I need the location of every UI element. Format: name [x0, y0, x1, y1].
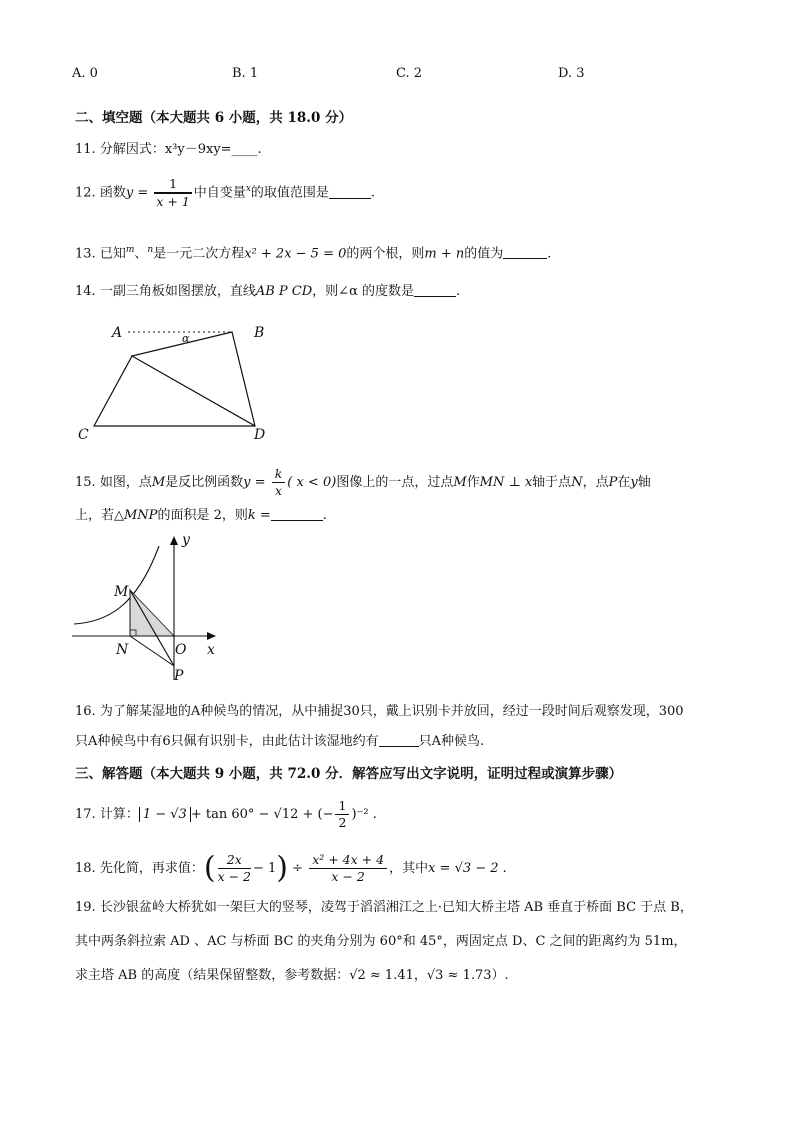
question-text: 轴于点: [532, 475, 572, 490]
label-p: P: [174, 668, 184, 684]
question-text: 计算：: [99, 807, 139, 822]
answer-blank: [503, 244, 547, 259]
question-text: 分解因式：x³y－9xy=____.: [99, 142, 262, 157]
question-16: [75, 702, 684, 722]
answer-blank: [414, 282, 456, 297]
fraction-denominator: x − 2: [217, 869, 251, 884]
y-arrow-icon: [170, 536, 178, 545]
option-d: D. 3: [558, 66, 585, 81]
end-mark: .: [547, 246, 552, 262]
fraction-numerator: x² + 4x + 4: [309, 852, 387, 869]
answer-blank: [379, 732, 419, 747]
question-text: 在: [617, 475, 631, 490]
label-c: C: [78, 427, 89, 443]
end-mark: .: [322, 508, 327, 523]
question-text: 一副三角板如图摆放，直线: [99, 284, 256, 299]
label-x: x: [207, 642, 215, 658]
question-19: [75, 898, 693, 918]
question-text: 是一元二次方程: [153, 246, 245, 262]
question-number: 14.: [75, 284, 96, 299]
expression: m + n: [424, 246, 465, 262]
expression: + tan 60° − √12 + (−: [190, 807, 334, 822]
label-n: N: [116, 642, 129, 658]
fraction: [335, 798, 349, 831]
condition: ( x < 0): [287, 475, 337, 490]
value: x = √3 − 2 .: [428, 861, 507, 876]
question-text: ，点: [582, 475, 609, 490]
point-m: M: [453, 475, 467, 490]
question-text: 的面积是 2，则: [157, 508, 248, 523]
question-text: 作: [466, 475, 480, 490]
fraction: [309, 852, 387, 885]
label-a: A: [112, 325, 123, 341]
function-label: y =: [243, 475, 266, 490]
function-label: y =: [125, 185, 149, 201]
fraction-denominator: x: [274, 483, 282, 498]
label-m: M: [114, 584, 129, 600]
end-mark: .: [455, 284, 461, 299]
fraction-numerator: 1: [154, 176, 191, 193]
fraction: [154, 176, 191, 210]
section-3-title: 三、解答题（本大题共 9 小题，共 72.0 分．解答应写出文字说明，证明过程或演算步骤）: [75, 766, 623, 782]
question-text: 只A种候鸟中有6只佩有识别卡，由此估计该湿地约有: [75, 734, 379, 749]
question-17: [75, 798, 377, 831]
fraction-denominator: x − 2: [331, 869, 365, 884]
question-number: 16.: [75, 704, 96, 719]
question-number: 15.: [75, 475, 96, 490]
question-text: 为了解某湿地的A种候鸟的情况，从中捕捉30只，戴上识别卡并放回，经过一段时间后观察发现，300: [99, 704, 684, 719]
var-n: n: [147, 245, 154, 255]
question-text: 先化简，再求值：: [99, 861, 204, 876]
question-13: [75, 240, 551, 264]
question-number: 17.: [75, 807, 96, 822]
question-14: [75, 282, 460, 302]
perpendicular: MN ⊥ x: [479, 475, 533, 490]
line-relation: AB P CD: [255, 284, 313, 299]
option-b: B. 1: [232, 66, 259, 81]
k-label: k =: [247, 508, 271, 523]
expression: )⁻² .: [351, 807, 377, 822]
option-c: C. 2: [396, 66, 423, 81]
question-text: 的值为: [464, 246, 504, 262]
label-o: O: [175, 642, 187, 658]
fraction-numerator: 1: [335, 798, 349, 815]
fraction-numerator: k: [272, 466, 286, 483]
question-text: 函数: [99, 185, 126, 201]
label-alpha: α: [182, 332, 190, 345]
fraction: [218, 852, 251, 885]
paren-close: ): [276, 850, 289, 886]
triangle-figure: [60, 320, 300, 450]
question-number: 18.: [75, 861, 96, 876]
question-text: 长沙银盆岭大桥犹如一架巨大的竖琴，凌驾于滔滔湘江之上·已知大桥主塔 AB 垂直于桥面 BC 于点 B，: [99, 900, 693, 915]
point-n: N: [571, 475, 583, 490]
question-12: [75, 176, 375, 210]
question-text: 只A种候鸟.: [418, 734, 485, 749]
question-19-line-2: 其中两条斜拉索 AD 、AC 与桥面 BC 的夹角分别为 60°和 45°，两固定点 D、C 之间的距离约为 51m，: [75, 934, 687, 949]
equation: x² + 2x − 5 = 0: [244, 246, 347, 262]
var-m: m: [125, 245, 135, 255]
fraction-numerator: 2x: [218, 852, 251, 869]
answer-blank: [329, 184, 371, 199]
question-text: 图像上的一点，过点: [336, 475, 454, 490]
axis-y: y: [630, 475, 638, 490]
point-m: M: [151, 475, 166, 490]
question-text: 中自变量: [193, 185, 246, 201]
question-number: 19.: [75, 900, 96, 915]
fraction-denominator: 2: [338, 815, 347, 830]
question-text: 是反比例函数: [165, 475, 244, 490]
hyperbola-figure: [66, 530, 226, 690]
question-15-line-2: [75, 506, 327, 526]
question-text: ，则∠α 的度数是: [312, 284, 414, 299]
question-18: [75, 852, 507, 885]
question-15: [75, 466, 651, 499]
divide-sign: ÷: [292, 861, 304, 876]
point-p: P: [608, 475, 618, 490]
question-number: 11.: [75, 142, 96, 157]
question-text: 如图，点: [99, 475, 152, 490]
quadrilateral: [94, 332, 255, 426]
end-mark: .: [370, 185, 376, 201]
question-number: 13.: [75, 246, 96, 262]
sep: 、: [134, 246, 148, 262]
question-number: 12.: [75, 185, 96, 201]
label-b: B: [254, 325, 265, 341]
section-2-title: 二、填空题（本大题共 6 小题，共 18.0 分）: [75, 110, 353, 126]
expression: − 1: [253, 861, 277, 876]
fraction-denominator: x + 1: [156, 194, 190, 209]
question-text: 的两个根，则: [346, 246, 425, 262]
label-d: D: [254, 427, 266, 443]
question-text: 上，若△: [75, 508, 124, 523]
variable: x: [245, 184, 251, 195]
option-a: A. 0: [72, 66, 98, 81]
question-text: 轴: [637, 475, 651, 490]
label-y: y: [182, 532, 190, 548]
answer-blank: [271, 506, 323, 521]
question-text: ，其中: [389, 861, 429, 876]
question-text: 的取值范围是: [250, 185, 329, 201]
triangle-name: MNP: [124, 508, 158, 523]
absolute-value: 1 − √3: [139, 807, 191, 822]
x-arrow-icon: [207, 632, 216, 640]
question-19-line-3: 求主塔 AB 的高度（结果保留整数，参考数据：√2 ≈ 1.41，√3 ≈ 1.73）.: [75, 968, 509, 983]
question-text: 已知: [99, 246, 126, 262]
question-11: [75, 140, 262, 160]
paren-open: (: [203, 850, 216, 886]
question-16-line-2: [75, 732, 484, 752]
fraction: [272, 466, 286, 499]
